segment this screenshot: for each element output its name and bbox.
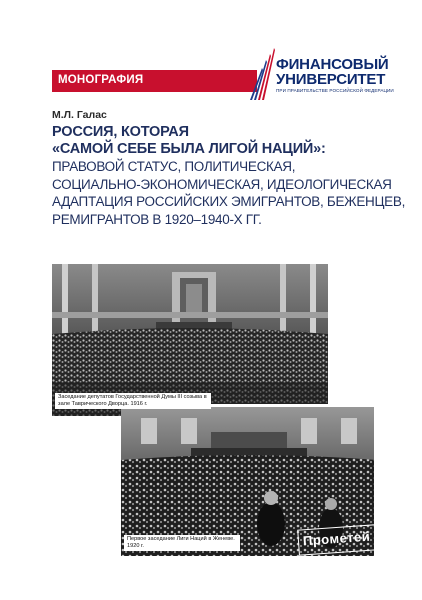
subtitle-line-3: АДАПТАЦИЯ РОССИЙСКИХ ЭМИГРАНТОВ, БЕЖЕНЦЕВ, (52, 194, 406, 209)
subtitle-line-2: СОЦИАЛЬНО-ЭКОНОМИЧЕСКАЯ, ИДЕОЛОГИЧЕСКАЯ (52, 176, 392, 192)
logo-subtitle: ПРИ ПРАВИТЕЛЬСТВЕ РОССИЙСКОЙ ФЕДЕРАЦИИ (276, 88, 394, 93)
publisher-logo (297, 524, 377, 555)
subtitle-line-1: ПРАВОВОЙ СТАТУС, ПОЛИТИЧЕСКАЯ, (52, 159, 296, 174)
book-subtitle (52, 158, 406, 228)
monograph-label: МОНОГРАФИЯ (58, 74, 144, 86)
title-line-1: РОССИЯ, КОТОРАЯ (52, 124, 189, 140)
duma-photo-caption: Заседание депутатов Государственной Думы III созыва в зале Таврического Дворца. 1916 г. (55, 393, 211, 409)
author-name: М.Л. Галас (52, 109, 107, 121)
book-title (52, 124, 392, 158)
monograph-badge (52, 70, 257, 92)
publisher-name: Прометей (302, 528, 371, 549)
logo-line-1: ФИНАНСОВЫЙ (276, 56, 389, 73)
university-logo-icon (240, 46, 280, 102)
university-logo-text (276, 57, 396, 94)
league-photo-caption: Первое заседание Лиги Наций в Женеве. 1920 г. (124, 535, 240, 551)
title-line-2: «САМОЙ СЕБЕ БЫЛА ЛИГОЙ НАЦИЙ»: (52, 141, 326, 157)
logo-line-2: УНИВЕРСИТЕТ (276, 71, 386, 88)
subtitle-line-4: РЕМИГРАНТОВ В 1920–1940-Х ГГ. (52, 211, 262, 227)
